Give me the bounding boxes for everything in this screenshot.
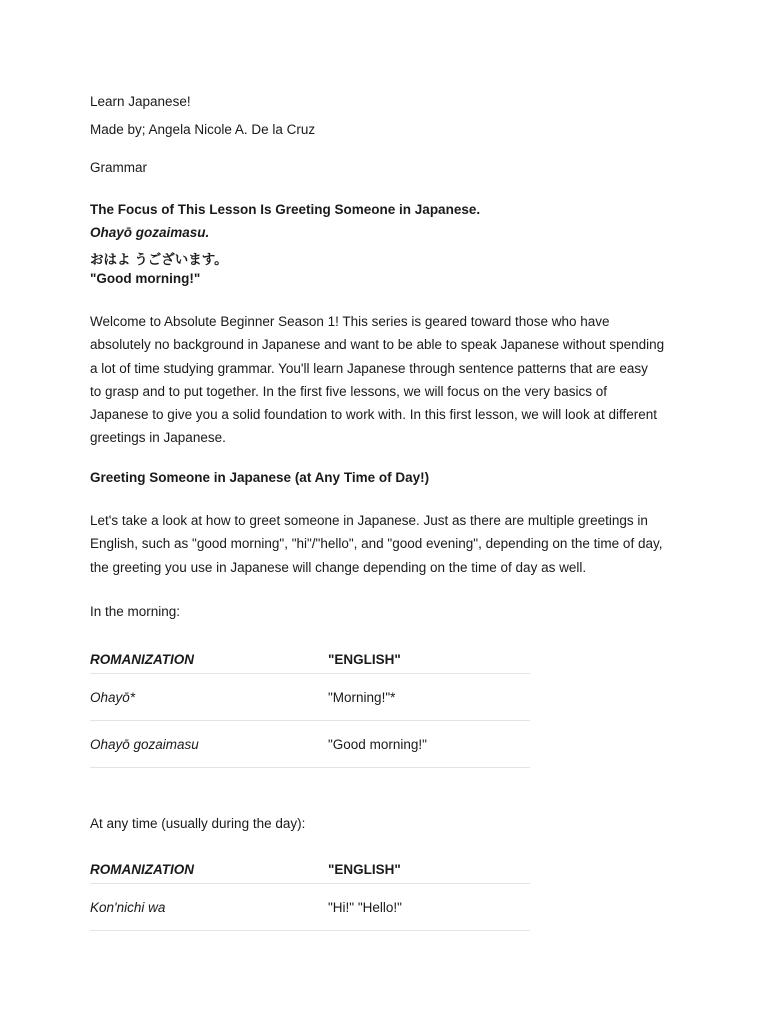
any-time-line: the greeting you use in Japanese will change depending on the time of day as well. [90,559,587,575]
english-cell: "Hi!" "Hello!" [328,884,530,931]
lesson-focus-heading: The Focus of This Lesson Is Greeting Someone in Japanese. [90,202,481,217]
english-cell: "Morning!"* [328,674,530,721]
intro-line: Welcome to Absolute Beginner Season 1! This series is geared toward those who have [90,314,610,329]
any-time-line: English, such as "good morning", "hi"/"hello", and "good evening", depending on the time of day, [90,536,663,552]
day-greetings-table [90,855,530,931]
section-label: Grammar [90,160,147,175]
intro-line: absolutely no background in Japanese and want to be able to speak Japanese without spending [90,337,665,353]
intro-paragraph [90,310,690,450]
any-time-heading: Greeting Someone in Japanese (at Any Time of Day!) [90,470,430,485]
intro-line: greetings in Japanese. [90,430,226,446]
table-row [90,721,530,768]
table-header-row [90,645,530,674]
table-header-row [90,855,530,884]
morning-greetings-table [90,645,530,768]
any-time-line: Let's take a look at how to greet someone in Japanese. Just as there are multiple greetings in [90,513,648,528]
document-title: Learn Japanese! [90,94,191,109]
intro-line: Japanese to give you a solid foundation to work with. In this first lesson, we will look at different [90,407,658,423]
romanization-cell: Ohayō gozaimasu [90,721,328,768]
romanization-cell: Kon'nichi wa [90,884,328,931]
day-label: At any time (usually during the day): [90,816,306,831]
lesson-japanese: おはよ うございます。 [90,252,228,267]
intro-line: a lot of time studying grammar. You'll learn Japanese through sentence patterns that are easy [90,360,648,376]
morning-label: In the morning: [90,604,181,619]
author-credit: Made by; Angela Nicole A. De la Cruz [90,122,316,137]
lesson-translation: "Good morning!" [90,271,201,286]
english-header: "ENGLISH" [328,855,530,884]
intro-line: to grasp and to put together. In the first five lessons, we will focus on the very basics of [90,383,608,399]
romanization-header: ROMANIZATION [90,645,328,674]
any-time-paragraph [90,509,690,579]
table-row [90,884,530,931]
romanization-cell: Ohayō* [90,674,328,721]
romanization-header: ROMANIZATION [90,855,328,884]
english-cell: "Good morning!" [328,721,530,768]
english-header: "ENGLISH" [328,645,530,674]
table-row [90,674,530,721]
lesson-romaji: Ohayō gozaimasu. [90,225,210,240]
